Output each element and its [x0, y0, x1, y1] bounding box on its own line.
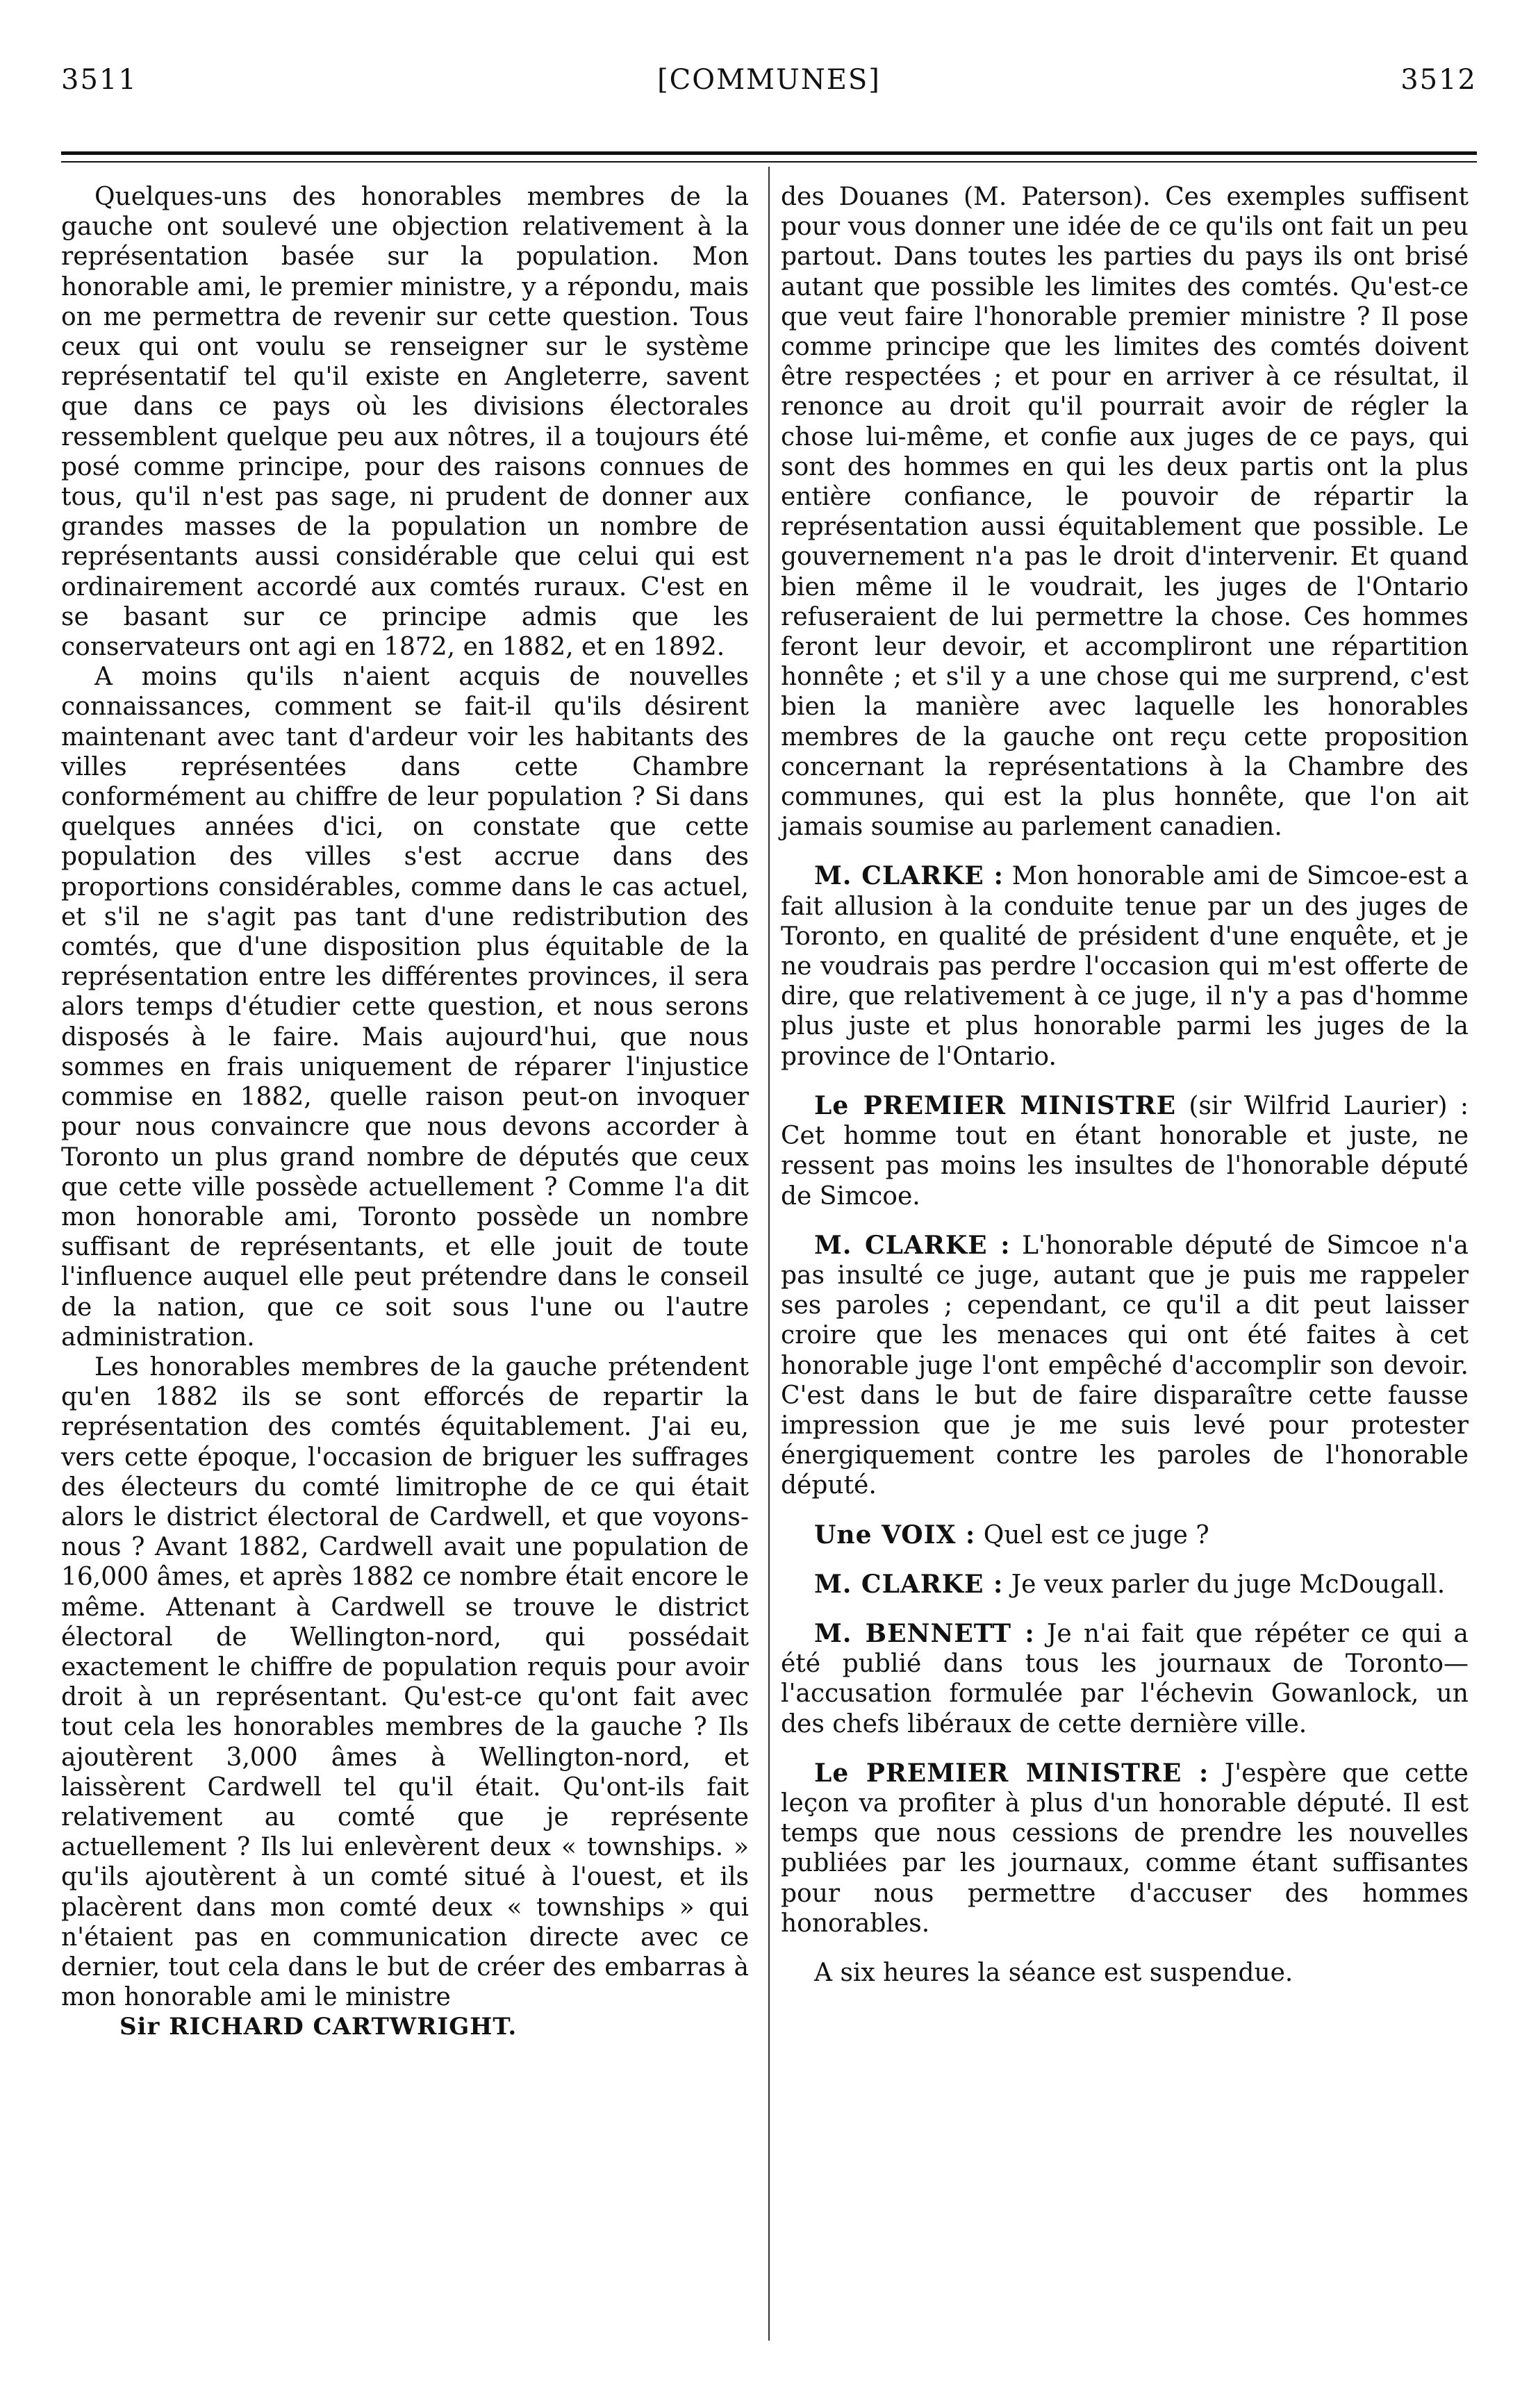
- page-number-right: 3512: [1400, 64, 1477, 96]
- speaker-name: Une VOIX :: [814, 1520, 976, 1550]
- page-header: [61, 64, 1477, 113]
- speaker-signoff: Sir RICHARD CARTWRIGHT.: [119, 2013, 518, 2041]
- speaker-name: M. CLARKE :: [814, 1230, 1011, 1260]
- speech-text: Quel est ce juge ?: [983, 1520, 1209, 1550]
- speech: [781, 1570, 1469, 1600]
- closing-line: A six heures la séance est suspendue.: [814, 1958, 1293, 1987]
- speech: [781, 1231, 1469, 1501]
- paragraph: des Douanes (M. Paterson). Ces exemples suffisent pour vous donner une idée de ce qu'ils ont fait un peu partout. Dans toutes les parties du pays ils ont brisé autant que possible les limites des comtés. Qu'est-ce que veut faire l'honorable premier ministre ? Il pose comme principe que les limites des comtés doivent être respectées ; et pour en arriver à ce résultat, il renonce au droit qu'il pourrait avoir de régler la chose lui-même, et confie aux juges de ce pays, qui sont des hommes en qui les deux partis ont la plus entière confiance, le pouvoir de répartir la représentation aussi équitablement que possible. Le gouvernement n'a pas le droit d'intervenir. Et quand bien même il le voudrait, les juges de l'Ontario refuseraient de lui permettre la chose. Ces hommes feront leur devoir, et accompliront une répartition honnête ; et s'il y a une chose qui me surprend, c'est bien la manière avec laquelle les honorables membres de la gauche ont reçu cette proposition concernant la représentations à la Chambre des communes, qui est la plus honnête, que l'on ait jamais soumise au parlement canadien.: [781, 183, 1469, 842]
- header-rule-thick: [61, 151, 1477, 155]
- speaker-name: M. BENNETT :: [814, 1618, 1035, 1648]
- left-column: [61, 182, 749, 2043]
- page-title: [COMMUNES]: [657, 64, 881, 96]
- page-number-left: 3511: [61, 64, 138, 96]
- speech-text: L'honorable député de Simcoe n'a pas insulté ce juge, autant que je puis me rappeler ses paroles ; cependant, ce qu'il a dit peut laisser croire que les menaces qui ont été faites à cet honorable juge l'ont empêché d'accomplir son devoir. C'est dans le but de faire disparaître cette fausse impression que je me suis levé pour protester énergiquement contre les paroles de l'honorable député.: [781, 1231, 1469, 1500]
- speech: [781, 1091, 1469, 1211]
- speech-text: J'espère que cette leçon va profiter à plus d'un honorable député. Il est temps que nous cessions de prendre les nouvelles publiées par les journaux, comme étant suffisantes pour nous permettre d'accuser des hommes honorables.: [781, 1759, 1469, 1938]
- speech-text: Je veux parler du juge McDougall.: [1011, 1570, 1446, 1599]
- speaker-name: M. CLARKE :: [814, 1569, 1004, 1599]
- speech: [781, 861, 1469, 1071]
- speaker-name: Le PREMIER MINISTRE :: [814, 1758, 1209, 1788]
- speech-text: (sir Wilfrid Laurier) : Cet homme tout en étant honorable et juste, ne ressent pas moins les insultes de l'honorable député de Simcoe.: [781, 1091, 1469, 1211]
- column-divider: [768, 167, 770, 2341]
- right-column: [781, 182, 1469, 1988]
- speaker-name: M. CLARKE :: [814, 861, 1004, 891]
- speech-text: Mon honorable ami de Simcoe-est a fait allusion à la conduite tenue par un des juges de Toronto, en qualité de président d'une enquête, et je ne voudrais pas perdre l'occasion qui m'est offerte de dire, que relativement à ce juge, il n'y a pas d'homme plus juste et plus honorable parmi les juges de la province de l'Ontario.: [781, 862, 1469, 1071]
- speaker-name: Le PREMIER MINISTRE: [814, 1090, 1177, 1120]
- speech: [781, 1619, 1469, 1739]
- paragraph: A moins qu'ils n'aient acquis de nouvelles connaissances, comment se fait-il qu'ils désirent maintenant avec tant d'ardeur voir les habitants des villes représentées dans cette Chambre conformément au chiffre de leur population ? Si dans quelques années d'ici, on constate que cette population des villes s'est accrue dans des proportions considérables, comme dans le cas actuel, et s'il ne s'agit pas tant d'une redistribution des comtés, que d'une disposition plus équitable de la représentation entre les différentes provinces, il sera alors temps d'étudier cette question, et nous serons disposés à le faire. Mais aujourd'hui, que nous sommes en frais uniquement de réparer l'injustice commise en 1882, quelle raison peut-on invoquer pour nous convaincre que nous devons accorder à Toronto un plus grand nombre de députés que ceux que cette ville possède actuellement ? Comme l'a dit mon honorable ami, Toronto possède un nombre suffisant de représentants, et elle jouit de toute l'influence auquel elle peut prétendre dans le conseil de la nation, que ce soit sous l'une ou l'autre administration.: [61, 663, 749, 1352]
- speech-text: Je n'ai fait que répéter ce qui a été publié dans tous les journaux de Toronto—l'accusation formulée par l'échevin Gowanlock, un des chefs libéraux de cette dernière ville.: [781, 1619, 1469, 1738]
- paragraph: Quelques-uns des honorables membres de la gauche ont soulevé une objection relativement à la représentation basée sur la population. Mon honorable ami, le premier ministre, y a répondu, mais on me permettra de revenir sur cette question. Tous ceux qui ont voulu se renseigner sur le système représentatif tel qu'il existe en Angleterre, savent que dans ce pays où les divisions électorales ressemblent quelque peu aux nôtres, il a toujours été posé comme principe, pour des raisons connues de tous, qu'il n'est pas sage, ni prudent de donner aux grandes masses de la population un nombre de représentants aussi considérable que celui qui est ordinairement accordé aux comtés ruraux. C'est en se basant sur ce principe admis que les conservateurs ont agi en 1872, en 1882, et en 1892.: [61, 183, 749, 662]
- speech: [781, 1759, 1469, 1938]
- header-rule-thin: [61, 161, 1477, 163]
- speech: [781, 1520, 1469, 1550]
- paragraph: Les honorables membres de la gauche prétendent qu'en 1882 ils se sont efforcés de repartir la représentation des comtés équitablement. J'ai eu, vers cette époque, l'occasion de briguer les suffrages des électeurs du comté limitrophe de ce qui était alors le district électoral de Cardwell, et que voyons-nous ? Avant 1882, Cardwell avait une population de 16,000 âmes, et après 1882 ce nombre était encore le même. Attenant à Cardwell se trouve le district électoral de Wellington-nord, qui possédait exactement le chiffre de population requis pour avoir droit à un représentant. Qu'est-ce qu'ont fait avec tout cela les honorables membres de la gauche ? Ils ajoutèrent 3,000 âmes à Wellington-nord, et laissèrent Cardwell tel qu'il était. Qu'ont-ils fait relativement au comté que je représente actuellement ? Ils lui enlevèrent deux « townships. » qu'ils ajoutèrent à un comté situé à l'ouest, et ils placèrent dans mon comté deux « townships » qui n'étaient pas en communication directe avec ce dernier, tout cela dans le but de créer des embarras à mon honorable ami le ministre: [61, 1352, 749, 2012]
